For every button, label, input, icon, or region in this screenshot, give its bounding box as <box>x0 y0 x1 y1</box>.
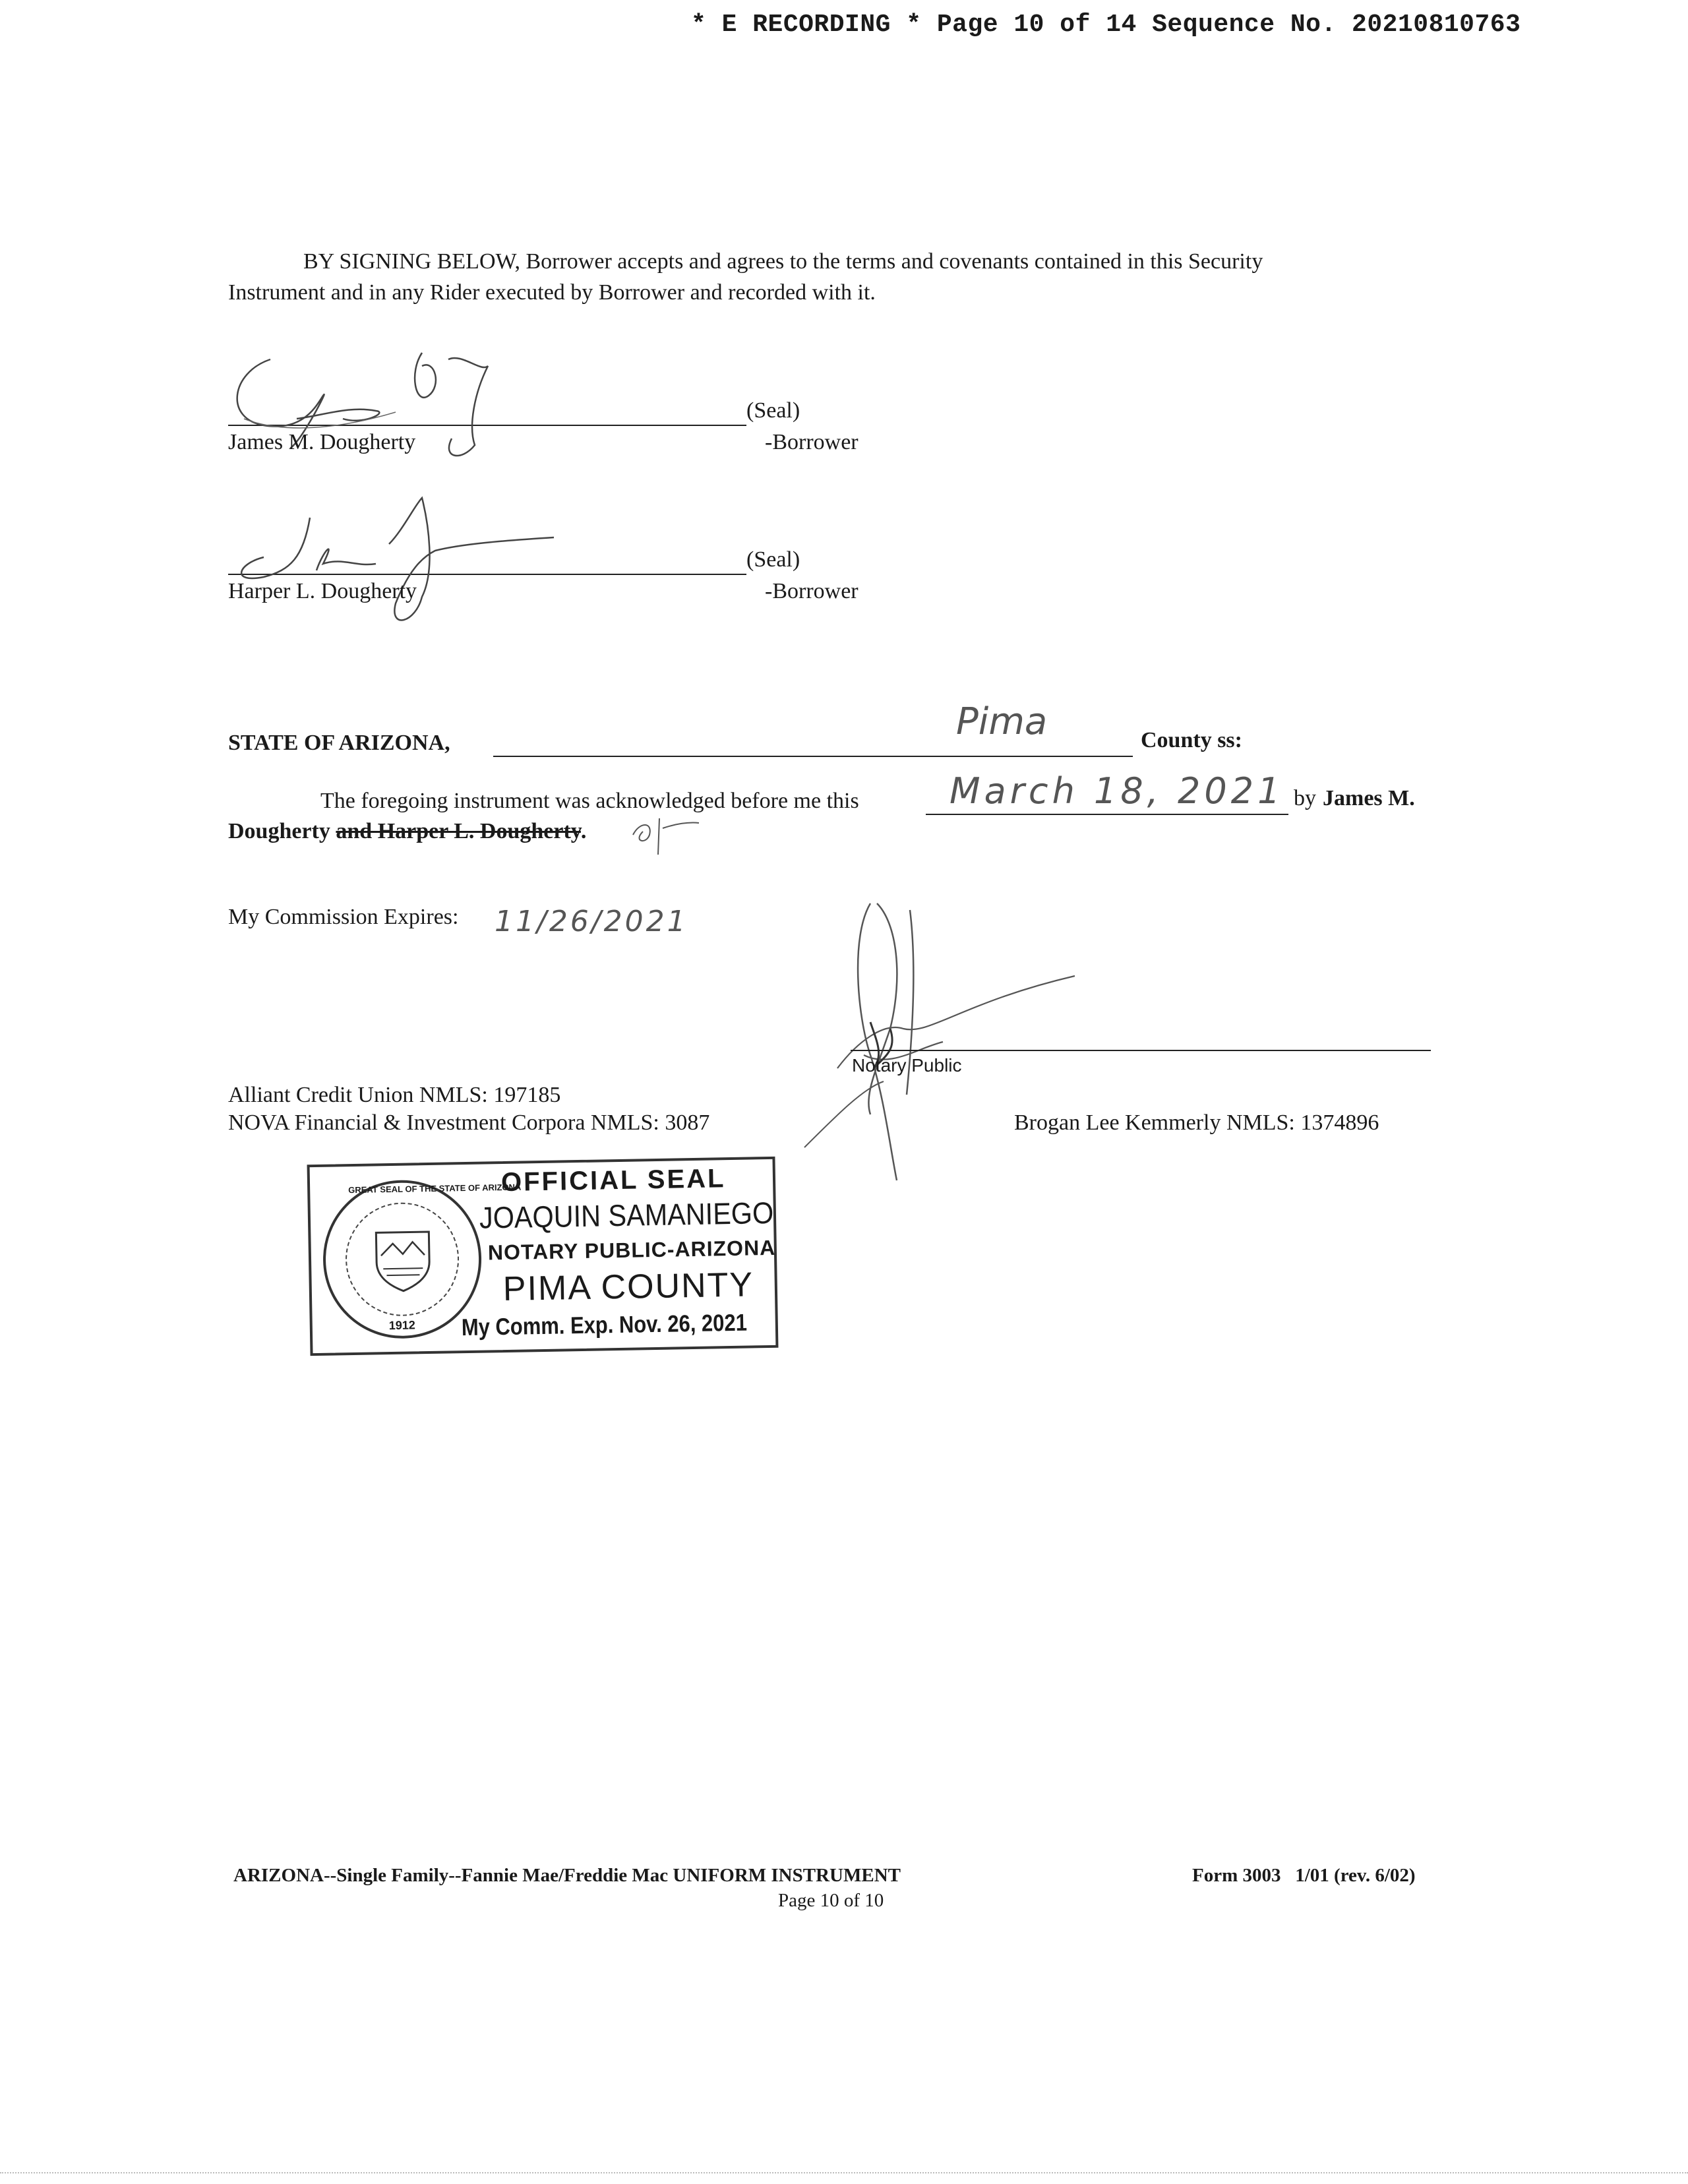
borrower-name-1: James M. Dougherty <box>228 430 416 454</box>
official-seal-stamp <box>307 1157 779 1356</box>
ack-struck-text: and Harper L. Dougherty <box>336 819 581 843</box>
notary-signature-line <box>851 1050 1431 1051</box>
state-label: STATE OF ARIZONA, <box>228 731 450 755</box>
seal-county: PIMA COUNTY <box>502 1265 754 1309</box>
scan-edge-noise <box>0 2172 1688 2173</box>
county-line <box>493 756 1133 757</box>
county-handwritten: Pima <box>956 700 1048 743</box>
seal-label-2: (Seal) <box>746 547 800 572</box>
notary-public-label: Notary Public <box>852 1055 962 1076</box>
footer-page-number: Page 10 of 10 <box>778 1890 884 1911</box>
nmls-originator: Brogan Lee Kemmerly NMLS: 1374896 <box>1014 1110 1379 1135</box>
notary-signature <box>798 897 1075 1187</box>
intro-line-1: BY SIGNING BELOW, Borrower accepts and agrees to the terms and covenants contained in this Security <box>303 249 1263 274</box>
footer-form-title-prefix: ARIZONA--Single Family-- <box>233 1865 462 1886</box>
nmls-broker: NOVA Financial & Investment Corpora NMLS: 3087 <box>228 1110 710 1135</box>
seal-label-1: (Seal) <box>746 398 800 423</box>
intro-line-2: Instrument and in any Rider executed by Borrower and recorded with it. <box>228 280 876 305</box>
footer-form-title <box>233 1865 901 1887</box>
ack-name-line-2 <box>228 819 586 844</box>
seal-title: OFFICIAL SEAL <box>500 1164 726 1198</box>
recording-header: * E RECORDING * Page 10 of 14 Sequence No. 20210810763 <box>691 11 1521 39</box>
ack-sentence-start: The foregoing instrument was acknowledged before me this <box>320 789 859 813</box>
date-line <box>926 814 1288 815</box>
borrower-role-2: -Borrower <box>765 579 859 603</box>
nmls-lender: Alliant Credit Union NMLS: 197185 <box>228 1083 561 1107</box>
footer-form-number: Form 3003 1/01 (rev. 6/02) <box>1192 1865 1416 1886</box>
ack-period: . <box>580 819 587 843</box>
signature-harper <box>224 491 567 636</box>
county-label: County ss: <box>1141 728 1242 752</box>
ack-name-part1: James M. <box>1323 786 1415 810</box>
ack-name-part2: Dougherty <box>228 819 330 843</box>
seal-emblem-shield <box>373 1228 433 1293</box>
seal-emblem-text: GREAT SEAL OF THE STATE OF ARIZONA <box>348 1182 522 1196</box>
seal-emblem-year: 1912 <box>388 1318 416 1333</box>
seal-notary-name: JOAQUIN SAMANIEGO <box>479 1195 774 1235</box>
commission-label: My Commission Expires: <box>228 905 459 929</box>
commission-date-handwritten: 11/26/2021 <box>495 905 688 938</box>
seal-expiry: My Comm. Exp. Nov. 26, 2021 <box>461 1308 748 1341</box>
initials-mark <box>626 815 706 861</box>
ack-by-label: by <box>1294 786 1316 810</box>
footer-form-title-main: Fannie Mae/Freddie Mac UNIFORM INSTRUMENT <box>461 1865 901 1886</box>
borrower-name-2: Harper L. Dougherty <box>228 579 417 603</box>
ack-date-handwritten: March 18, 2021 <box>950 770 1284 812</box>
seal-emblem <box>322 1179 522 1340</box>
borrower-role-1: -Borrower <box>765 430 859 454</box>
seal-notary-title: NOTARY PUBLIC-ARIZONA <box>487 1235 776 1265</box>
